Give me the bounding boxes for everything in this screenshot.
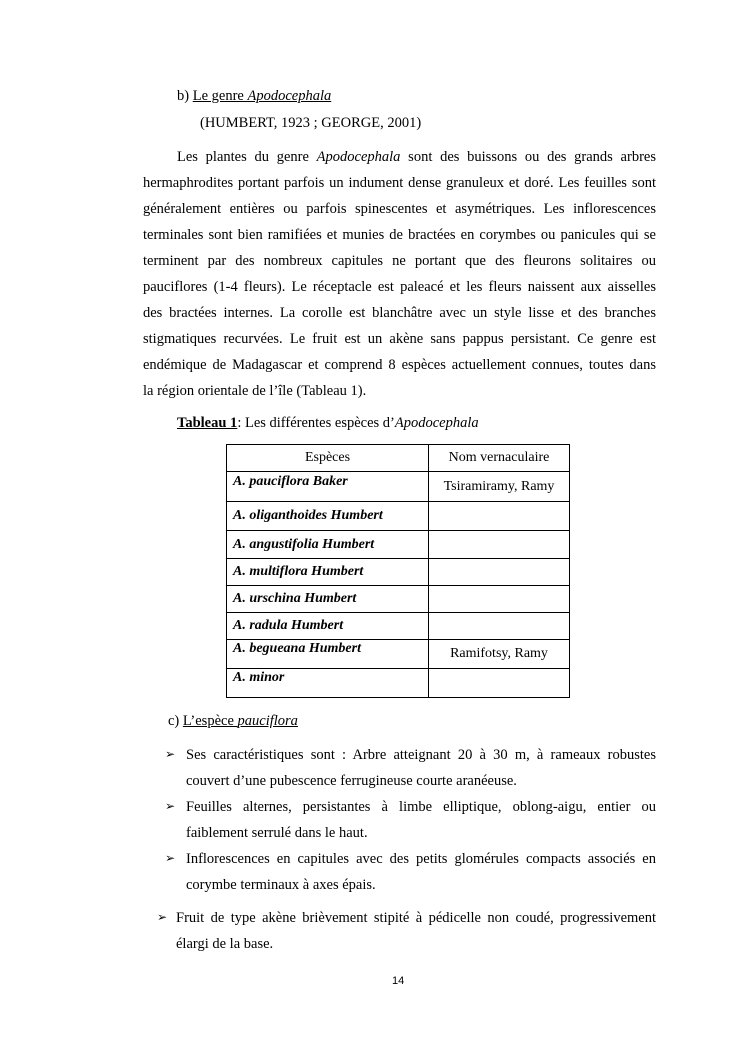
section-b-title (193, 88, 332, 104)
species-cell: A. oliganthoides Humbert (227, 502, 429, 531)
table-row (227, 472, 570, 502)
species-table (226, 444, 570, 698)
vernacular-cell (429, 559, 570, 586)
species-cell: A. urschina Humbert (227, 586, 429, 613)
table-caption-genus: Apodocephala (394, 415, 479, 431)
bullet-1-line-2: couvert d’une pubescence ferrugineuse courte aranéeuse. (186, 773, 517, 789)
species-cell: A. pauciflora Baker (227, 472, 429, 502)
paragraph-line-9: endémique de Madagascar et comprend 8 espèces actuellement connues, toutes dans (143, 357, 656, 373)
species-cell: A. radula Humbert (227, 613, 429, 640)
paragraph-line-8: stigmatiques recurvées. Le fruit est un akène sans pappus persistant. Ce genre est (143, 331, 656, 347)
paragraph-line-5: terminent par des nombreux capitules ne portant que des fleurons solitaires ou (143, 253, 656, 269)
bullet-arrow-icon: ➢ (165, 747, 176, 761)
bullet-4-line-1: Fruit de type akène brièvement stipité à pédicelle non coudé, progressivement (176, 910, 656, 926)
bullet-4-line-2: élargi de la base. (176, 936, 274, 952)
table-header-row (227, 445, 570, 472)
paragraph-line-4: terminales sont bien ramifiées et munies de bractées en corymbes ou panicules qui se (143, 227, 656, 243)
paragraph-line-6: pauciflores (1-4 fleurs). Le réceptacle est paleacé et les fleurs naissent aux aisselles (143, 279, 656, 295)
table-row (227, 640, 570, 669)
vernacular-cell: Tsiramiramy, Ramy (429, 472, 570, 502)
bullet-arrow-icon: ➢ (165, 799, 176, 813)
bullet-2-line-2: faiblement serrulé dans le haut. (186, 825, 368, 841)
bullet-arrow-icon: ➢ (157, 910, 168, 924)
section-c-label: c) (168, 713, 180, 729)
table-caption-label: Tableau 1 (177, 415, 238, 431)
section-b-title-text: Le genre (192, 88, 248, 104)
section-b-label: b) (177, 88, 190, 104)
table-row (227, 669, 570, 698)
paragraph-line-7: des bractées internes. La corolle est blanchâtre avec un style lisse et des branches (143, 305, 656, 321)
species-cell: A. multiflora Humbert (227, 559, 429, 586)
section-c-title (183, 713, 298, 729)
page-number: 14 (392, 975, 405, 987)
table-caption (177, 415, 479, 432)
vernacular-cell (429, 502, 570, 531)
table-row (227, 559, 570, 586)
vernacular-cell: Ramifotsy, Ramy (429, 640, 570, 669)
vernacular-cell (429, 613, 570, 640)
species-cell: A. angustifolia Humbert (227, 531, 429, 559)
header-nom-vernaculaire: Nom vernaculaire (429, 445, 570, 472)
table-caption-text: : Les différentes espèces d’ (237, 415, 395, 431)
vernacular-cell (429, 669, 570, 698)
bullet-1-line-1: Ses caractéristiques sont : Arbre atteignant 20 à 30 m, à rameaux robustes (186, 747, 656, 763)
section-b-reference: (HUMBERT, 1923 ; GEORGE, 2001) (200, 115, 422, 131)
section-c-heading (168, 713, 298, 730)
table-row (227, 502, 570, 531)
section-b-title-genus: Apodocephala (247, 88, 332, 104)
bullet-arrow-icon: ➢ (165, 851, 176, 865)
paragraph-line-2: hermaphrodites portant parfois un indument dense granuleux et doré. Les feuilles sont (143, 175, 656, 191)
bullet-2-line-1: Feuilles alternes, persistantes à limbe elliptique, oblong-aigu, entier ou (186, 799, 656, 815)
paragraph-line-3: généralement entières ou parfois spinescentes et asymétriques. Les inflorescences (143, 201, 656, 217)
vernacular-cell (429, 586, 570, 613)
species-cell: A. begueana Humbert (227, 640, 429, 669)
paragraph-line-10: la région orientale de l’île (Tableau 1). (143, 383, 367, 399)
section-c-title-text: L’espèce (182, 713, 238, 729)
vernacular-cell (429, 531, 570, 559)
species-cell: A. minor (227, 669, 429, 698)
paragraph-line-1: Les plantes du genre Apodocephala sont des buissons ou des grands arbres (177, 149, 656, 165)
bullet-3-line-1: Inflorescences en capitules avec des petits glomérules compacts associés en (186, 851, 656, 867)
table-row (227, 531, 570, 559)
table-row (227, 586, 570, 613)
header-especes: Espèces (227, 445, 429, 472)
bullet-3-line-2: corymbe terminaux à axes épais. (186, 877, 376, 893)
section-b-heading (177, 88, 331, 105)
table-row (227, 613, 570, 640)
section-c-title-species: pauciflora (237, 713, 298, 729)
